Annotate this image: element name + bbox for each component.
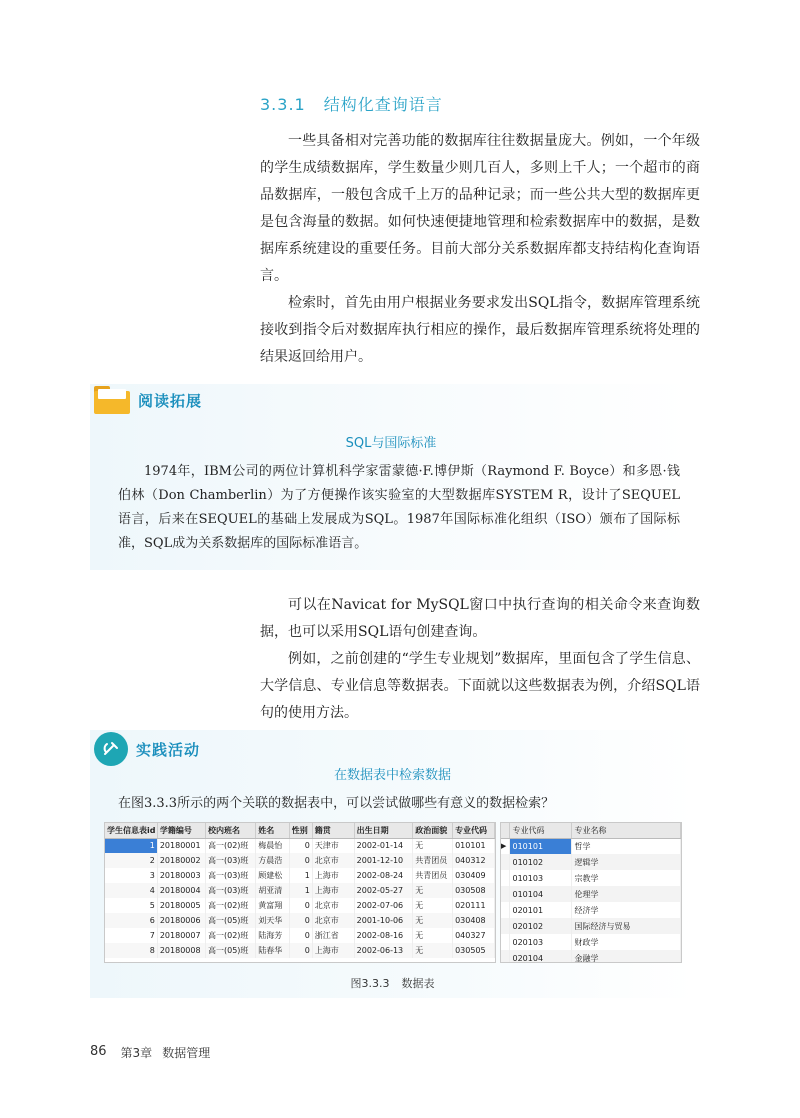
table-cell[interactable]: 030409 [453,868,495,883]
table-header-cell[interactable]: 学生信息表id [105,823,157,838]
row-indicator [501,870,509,886]
section-title [260,92,443,115]
table-row[interactable] [105,883,495,898]
table-cell[interactable]: 0 [289,928,312,943]
row-indicator [501,950,509,963]
reading-text: 1974年，IBM公司的两位计算机科学家雷蒙德·F.博伊斯（Raymond F. Boyce）和多恩·钱伯林（Don Chamberlin）为了方便操作该实验室的大型数据库SYSTEM R，设计了SEQUEL语言，后来在SEQUEL的基础上发展成为SQL。1987年国际标准化组织（ISO）颁布了国际标准，SQL成为关系数据库的国际标准语言。 [118,464,680,551]
table-row[interactable] [501,902,681,918]
table-cell[interactable]: 020104 [509,950,571,963]
table-cell[interactable]: 1 [289,883,312,898]
table-cell[interactable]: 8 [105,943,157,958]
table-cell[interactable]: 2001-12-10 [354,853,413,868]
table-cell[interactable]: 北京市 [312,898,354,913]
table-cell[interactable]: 顾建松 [256,868,290,883]
table-cell[interactable]: 陆海芳 [256,928,290,943]
paragraph-retrieval: 检索时，首先由用户根据业务要求发出SQL指令，数据库管理系统接收到指令后对数据库执行相应的操作，最后数据库管理系统将处理的结果返回给用户。 [260,295,700,365]
table-header-cell[interactable]: 校内班名 [206,823,256,838]
paragraph-intro: 一些具备相对完善功能的数据库往往数据量庞大。例如，一个年级的学生成绩数据库，学生数量少则几百人，多则上千人；一个超市的商品数据库，一般包含成千上万的品种记录；而一些公共大型的数据库更是包含海量的数据。如何快速便捷地管理和检索数据库中的数据，是数据库系统建设的重要任务。目前大部分关系数据库都支持结构化查询语言。 [260,133,700,284]
reading-subtitle: SQL与国际标准 [345,436,437,451]
table-cell[interactable]: 2002-07-06 [354,898,413,913]
section-number: 3.3.1 [260,95,306,114]
major-info-table[interactable] [500,822,682,963]
table-cell[interactable]: 陆春华 [256,943,290,958]
table-row[interactable] [105,853,495,868]
table-cell[interactable]: 财政学 [571,934,681,950]
table-row[interactable] [105,943,495,958]
table-cell[interactable]: 天津市 [312,838,354,853]
table-row[interactable] [105,838,495,853]
table-cell[interactable]: 020102 [509,918,571,934]
table-cell[interactable]: 高一(02)班 [206,838,256,853]
table-cell[interactable]: 逻辑学 [571,854,681,870]
table-cell[interactable]: 2002-08-16 [354,928,413,943]
page-footer [90,1044,210,1061]
table-cell[interactable]: 伦理学 [571,886,681,902]
table-cell[interactable]: 高一(02)班 [206,928,256,943]
table-cell[interactable]: 无 [413,898,453,913]
table-cell[interactable]: 20180005 [157,898,205,913]
table-cell[interactable]: 020111 [453,898,495,913]
chapter-title: 数据管理 [162,1046,211,1060]
table-cell[interactable]: 黄富翔 [256,898,290,913]
table-cell[interactable]: 上海市 [312,868,354,883]
practice-subtitle: 在数据表中检索数据 [333,768,451,783]
table-row[interactable] [501,854,681,870]
student-info-table[interactable] [104,822,496,963]
table-cell[interactable]: 经济学 [571,902,681,918]
table-cell[interactable]: 刘天华 [256,913,290,928]
table-cell[interactable]: 010101 [453,838,495,853]
table-cell[interactable]: 无 [413,928,453,943]
chapter-number: 第3章 [120,1046,153,1060]
row-indicator [501,934,509,950]
table-row[interactable] [501,918,681,934]
table-header-cell[interactable]: 出生日期 [354,823,413,838]
practice-icon [94,732,128,766]
table-cell[interactable]: 2002-01-14 [354,838,413,853]
table-cell[interactable]: 7 [105,928,157,943]
reading-extension-label: 阅读拓展 [138,391,203,410]
paragraph-navicat: 可以在Navicat for MySQL窗口中执行查询的相关命令来查询数据，也可以采用SQL语句创建查询。 [260,597,700,640]
table-row[interactable] [501,886,681,902]
table-cell[interactable]: 高一(05)班 [206,913,256,928]
table-cell[interactable]: 北京市 [312,853,354,868]
practice-activity-label: 实践活动 [136,740,201,759]
table-header-cell[interactable]: 政治面貌 [413,823,453,838]
figure-number: 图3.3.3 [350,977,390,990]
table-cell[interactable]: 2002-05-27 [354,883,413,898]
row-indicator [501,918,509,934]
table-cell[interactable]: 1 [105,838,157,853]
table-cell[interactable]: 4 [105,883,157,898]
table-cell[interactable]: 010104 [509,886,571,902]
table-cell[interactable]: 20180004 [157,883,205,898]
row-indicator [501,854,509,870]
table-cell[interactable]: 20180008 [157,943,205,958]
table-cell[interactable]: 梅晨怡 [256,838,290,853]
table-cell[interactable]: 030508 [453,883,495,898]
table-cell[interactable]: 1 [289,868,312,883]
table-cell[interactable]: 030408 [453,913,495,928]
table-cell[interactable]: 20180003 [157,868,205,883]
table-header-cell[interactable]: 姓名 [256,823,290,838]
table-header-cell[interactable]: 专业代码 [453,823,495,838]
practice-text: 在图3.3.3所示的两个关联的数据表中，可以尝试做哪些有意义的数据检索？ [118,796,555,811]
reading-extension-header [94,386,202,414]
table-header-cell[interactable]: 性别 [289,823,312,838]
table-cell[interactable]: 030505 [453,943,495,958]
table-cell[interactable]: 高一(03)班 [206,853,256,868]
row-indicator [501,902,509,918]
table-cell[interactable]: 6 [105,913,157,928]
table-cell[interactable]: 010102 [509,854,571,870]
table-cell[interactable]: 无 [413,883,453,898]
table-row[interactable] [105,898,495,913]
table-cell[interactable]: 010103 [509,870,571,886]
table-cell[interactable]: 020103 [509,934,571,950]
table-cell[interactable]: 040312 [453,853,495,868]
table-cell[interactable]: 2 [105,853,157,868]
table-cell[interactable]: 高一(03)班 [206,868,256,883]
table-cell[interactable]: 0 [289,838,312,853]
table-cell[interactable]: 0 [289,943,312,958]
table-cell[interactable]: 2002-06-13 [354,943,413,958]
table-cell[interactable]: 2002-08-24 [354,868,413,883]
row-indicator-header [501,823,509,838]
table-cell[interactable]: 20180006 [157,913,205,928]
table-cell[interactable]: 北京市 [312,913,354,928]
table-cell[interactable]: 无 [413,913,453,928]
table-row[interactable] [105,913,495,928]
practice-activity-header [94,732,200,766]
row-indicator [501,886,509,902]
table-cell[interactable]: 0 [289,898,312,913]
table-row[interactable] [105,868,495,883]
table-header-cell[interactable]: 专业代码 [509,823,571,838]
table-cell[interactable]: 20180001 [157,838,205,853]
table-cell[interactable]: 010101 [509,838,571,854]
paragraph-example: 例如，之前创建的“学生专业规划”数据库，里面包含了学生信息、大学信息、专业信息等数据表。下面就以这些数据表为例，介绍SQL语句的使用方法。 [260,651,700,721]
table-row[interactable] [501,870,681,886]
table-cell[interactable]: 20180007 [157,928,205,943]
table-cell[interactable]: 3 [105,868,157,883]
table-cell[interactable]: 上海市 [312,943,354,958]
current-row-arrow-icon: ▶ [501,838,509,854]
table-cell[interactable]: 高一(05)班 [206,943,256,958]
figure-caption [90,975,695,991]
table-cell[interactable]: 方晨浩 [256,853,290,868]
folder-icon [94,386,130,414]
table-cell[interactable]: 20180002 [157,853,205,868]
table-header-cell[interactable]: 专业名称 [571,823,681,838]
table-row[interactable] [105,928,495,943]
table-cell[interactable]: 5 [105,898,157,913]
table-header-cell[interactable]: 学籍编号 [157,823,205,838]
table-cell[interactable]: 020101 [509,902,571,918]
table-cell[interactable]: 浙江省 [312,928,354,943]
table-cell[interactable]: 金融学 [571,950,681,963]
table-cell[interactable]: 2001-10-06 [354,913,413,928]
table-header-cell[interactable]: 籍贯 [312,823,354,838]
section-heading: 结构化查询语言 [323,95,443,114]
table-cell[interactable]: 共青团员 [413,868,453,883]
table-cell[interactable]: 共青团员 [413,853,453,868]
table-cell[interactable]: 胡亚清 [256,883,290,898]
table-cell[interactable]: 无 [413,838,453,853]
table-row[interactable] [501,950,681,963]
table-cell[interactable]: 无 [413,943,453,958]
table-cell[interactable]: 0 [289,913,312,928]
table-cell[interactable]: 040327 [453,928,495,943]
table-cell[interactable]: 国际经济与贸易 [571,918,681,934]
table-cell[interactable]: 高一(02)班 [206,898,256,913]
table-cell[interactable]: 宗教学 [571,870,681,886]
table-row[interactable] [501,838,681,854]
page-number: 86 [90,1044,107,1059]
table-cell[interactable]: 上海市 [312,883,354,898]
table-row[interactable] [501,934,681,950]
table-cell[interactable]: 0 [289,853,312,868]
figure-title: 数据表 [401,977,435,990]
table-cell[interactable]: 哲学 [571,838,681,854]
table-cell[interactable]: 高一(03)班 [206,883,256,898]
